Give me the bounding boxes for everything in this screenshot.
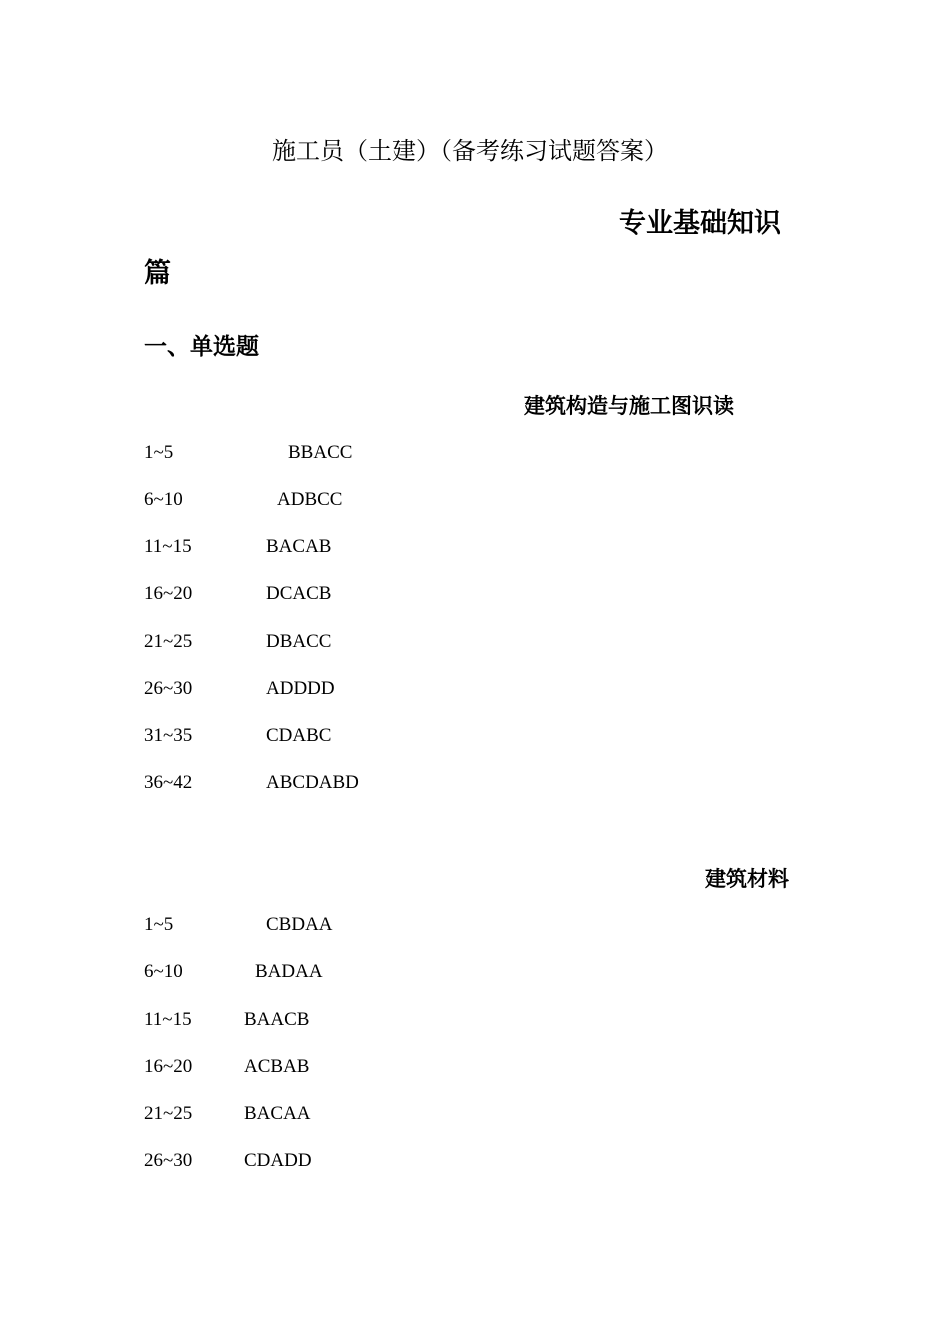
- answer-key: ACBAB: [244, 1056, 310, 1077]
- question-range: 26~30: [144, 678, 193, 699]
- answer-key: BACAA: [244, 1103, 311, 1124]
- question-range: 21~25: [144, 631, 193, 652]
- answer-key: BADAA: [255, 961, 323, 982]
- question-range: 21~25: [144, 1103, 193, 1124]
- question-range: 16~20: [144, 583, 193, 604]
- question-range: 31~35: [144, 725, 193, 746]
- answer-key: CBDAA: [266, 914, 333, 935]
- answer-key: ADBCC: [277, 489, 343, 510]
- question-range: 16~20: [144, 1056, 193, 1077]
- section-heading: 一、单选题: [144, 333, 259, 360]
- answer-key: DBACC: [266, 631, 332, 652]
- question-range: 36~42: [144, 772, 193, 793]
- question-range: 1~5: [144, 442, 174, 463]
- answer-key: DCACB: [266, 583, 332, 604]
- subject-heading-materials: 建筑材料: [705, 866, 789, 891]
- question-range: 11~15: [144, 536, 192, 557]
- answer-key: ADDDD: [266, 678, 335, 699]
- answer-key: BACAB: [266, 536, 332, 557]
- document-title: 施工员（土建）（备考练习试题答案）: [272, 137, 668, 165]
- answer-key: BBACC: [288, 442, 353, 463]
- question-range: 26~30: [144, 1150, 193, 1171]
- answer-key: CDABC: [266, 725, 332, 746]
- part-heading-continued: 篇: [144, 258, 171, 289]
- answer-key: ABCDABD: [266, 772, 359, 793]
- question-range: 11~15: [144, 1009, 192, 1030]
- subject-heading-construction: 建筑构造与施工图识读: [524, 393, 734, 418]
- answer-key: BAACB: [244, 1009, 310, 1030]
- question-range: 6~10: [144, 489, 183, 510]
- answer-key: CDADD: [244, 1150, 312, 1171]
- question-range: 1~5: [144, 914, 174, 935]
- question-range: 6~10: [144, 961, 183, 982]
- part-heading: 专业基础知识: [619, 208, 781, 239]
